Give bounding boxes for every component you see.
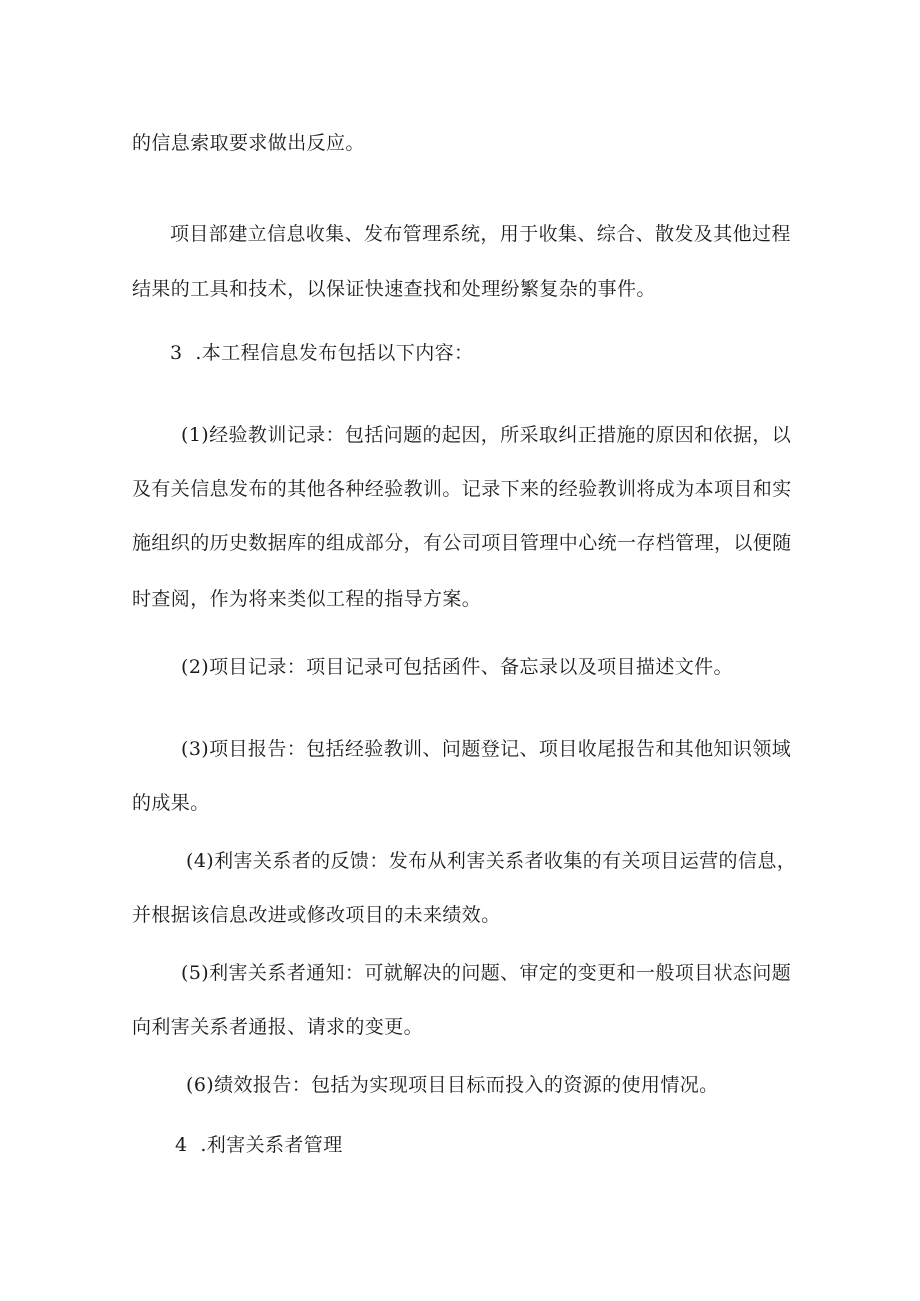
item-5-line-2: 向利害关系者通报、请求的变更。 (132, 1016, 424, 1038)
item-6-line-1: (6)绩效报告：包括为实现项目目标而投入的资源的使用情况。 (186, 1074, 719, 1096)
item-1-line-4: 时查阅，作为将来类似工程的指导方案。 (132, 588, 482, 610)
paragraph-1-line-1: 的信息索取要求做出反应。 (132, 132, 365, 154)
item-3-line-1: (3)项目报告：包括经验教训、问题登记、项目收尾报告和其他知识领域 (181, 738, 792, 760)
item-1-line-1: (1)经验教训记录：包括问题的起因，所采取纠正措施的原因和依据，以 (181, 424, 792, 446)
item-1-line-3: 施组织的历史数据库的组成部分，有公司项目管理中心统一存档管理，以便随 (132, 532, 792, 554)
item-3-line-2: 的成果。 (132, 792, 210, 814)
paragraph-2-line-2: 结果的工具和技术，以保证快速查找和处理纷繁复杂的事件。 (132, 278, 656, 300)
item-4-line-1: (4)利害关系者的反馈：发布从利害关系者收集的有关项目运营的信息， (186, 850, 797, 872)
section-4-heading: 4 .利害关系者管理 (175, 1134, 343, 1156)
item-1-line-2: 及有关信息发布的其他各种经验教训。记录下来的经验教训将成为本项目和实 (132, 478, 792, 500)
section-3-heading: 3 .本工程信息发布包括以下内容： (170, 342, 474, 364)
paragraph-2-line-1: 项目部建立信息收集、发布管理系统，用于收集、综合、散发及其他过程 (170, 223, 791, 245)
item-5-line-1: (5)利害关系者通知：可就解决的问题、审定的变更和一般项目状态问题 (181, 962, 792, 984)
item-2-line-1: (2)项目记录：项目记录可包括函件、备忘录以及项目描述文件。 (181, 656, 733, 678)
item-4-line-2: 并根据该信息改进或修改项目的未来绩效。 (132, 904, 501, 926)
